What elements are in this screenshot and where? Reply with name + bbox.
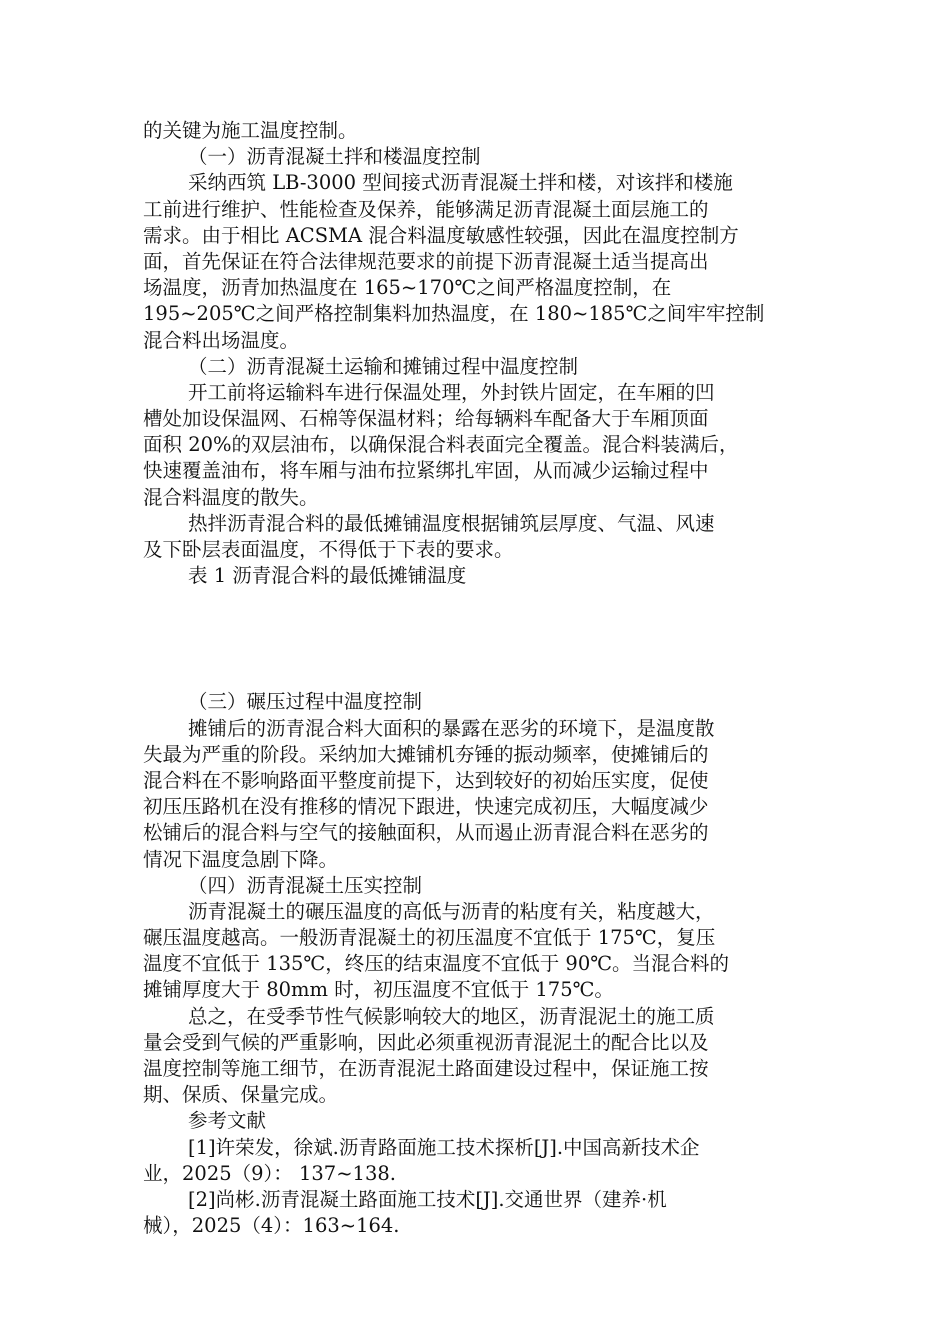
reference-item: [2]尚彬.沥青混凝土路面施工技术[J].交通世界（建养·机 [188,1187,667,1211]
paragraph-line: 需求。由于相比 ACSMA 混合料温度敏感性较强，因此在温度控制方 [143,223,739,247]
reference-item: 业，2025（9）： 137~138. [143,1161,396,1185]
paragraph-line: 松铺后的混合料与空气的接触面积，从而遏止沥青混合料在恶劣的 [143,821,709,845]
paragraph-line: 碾压温度越高。一般沥青混凝土的初压温度不宜低于 175℃，复压 [143,926,716,950]
paragraph-line: 温度不宜低于 135℃，终压的结束温度不宜低于 90℃。当混合料的 [143,952,730,976]
paragraph-line: 混合料温度的散失。 [143,485,319,509]
reference-item: [1]许荣发，徐斌.沥青路面施工技术探析[J].中国高新技术企 [188,1135,700,1159]
paragraph-line: 195~205℃之间严格控制集料加热温度，在 180~185℃之间牢牢控制 [143,302,765,326]
reference-item: 械），2025（4）：163~164. [143,1214,400,1238]
paragraph-line: 槽处加设保温网、石棉等保温材料；给每辆料车配备大于车厢顶面 [143,407,709,431]
paragraph-line: 总之，在受季节性气候影响较大的地区，沥青混泥土的施工质 [188,1004,715,1028]
paragraph-line: 面积 20%的双层油布，以确保混合料表面完全覆盖。混合料装满后， [143,433,739,457]
paragraph-line: 混合料在不影响路面平整度前提下，达到较好的初始压实度，促使 [143,768,709,792]
paragraph-line: 的关键为施工温度控制。 [143,119,358,142]
paragraph-line: 摊铺后的沥青混合料大面积的暴露在恶劣的环境下，是温度散 [188,716,715,740]
section-heading-4: （四）沥青混凝土压实控制 [188,873,423,897]
paragraph-line: 采纳西筑 LB-3000 型间接式沥青混凝土拌和楼，对该拌和楼施 [188,171,733,195]
paragraph-line: 面，首先保证在符合法律规范要求的前提下沥青混凝土适当提高出 [143,249,709,273]
paragraph-line: 工前进行维护、性能检查及保养，能够满足沥青混凝土面层施工的 [143,197,709,221]
paragraph-line: 失最为严重的阶段。采纳加大摊铺机夯锤的振动频率，使摊铺后的 [143,742,709,766]
paragraph-line: 摊铺厚度大于 80mm 时，初压温度不宜低于 175℃。 [143,978,614,1002]
document-page [143,118,803,1239]
paragraph-line: 量会受到气候的严重影响，因此必须重视沥青混泥土的配合比以及 [143,1030,709,1054]
section-heading-1: （一）沥青混凝土拌和楼温度控制 [188,145,481,169]
references-heading: 参考文献 [188,1109,267,1133]
section-heading-3: （三）碾压过程中温度控制 [188,690,423,714]
paragraph-line: 温度控制等施工细节，在沥青混泥土路面建设过程中，保证施工按 [143,1057,709,1080]
paragraph-line: 期、保质、保量完成。 [143,1083,339,1107]
paragraph-line: 热拌沥青混合料的最低摊铺温度根据铺筑层厚度、气温、风速 [188,511,715,535]
section-heading-2: （二）沥青混凝土运输和摊铺过程中温度控制 [188,354,579,378]
paragraph-line: 快速覆盖油布，将车厢与油布拉紧绑扎牢固，从而减少运输过程中 [143,459,709,483]
table-caption: 表 1 沥青混合料的最低摊铺温度 [188,564,467,588]
paragraph-line: 及下卧层表面温度，不得低于下表的要求。 [143,538,514,561]
paragraph-line: 初压压路机在没有推移的情况下跟进，快速完成初压，大幅度减少 [143,795,709,819]
paragraph-line: 沥青混凝土的碾压温度的高低与沥青的粘度有关，粘度越大， [188,899,715,923]
paragraph-line: 混合料出场温度。 [143,328,300,352]
table-placeholder-gap [143,589,803,689]
paragraph-line: 场温度，沥青加热温度在 165~170℃之间严格温度控制，在 [143,276,672,300]
paragraph-line: 情况下温度急剧下降。 [143,847,339,871]
paragraph-line: 开工前将运输料车进行保温处理，外封铁片固定，在车厢的凹 [188,380,715,404]
